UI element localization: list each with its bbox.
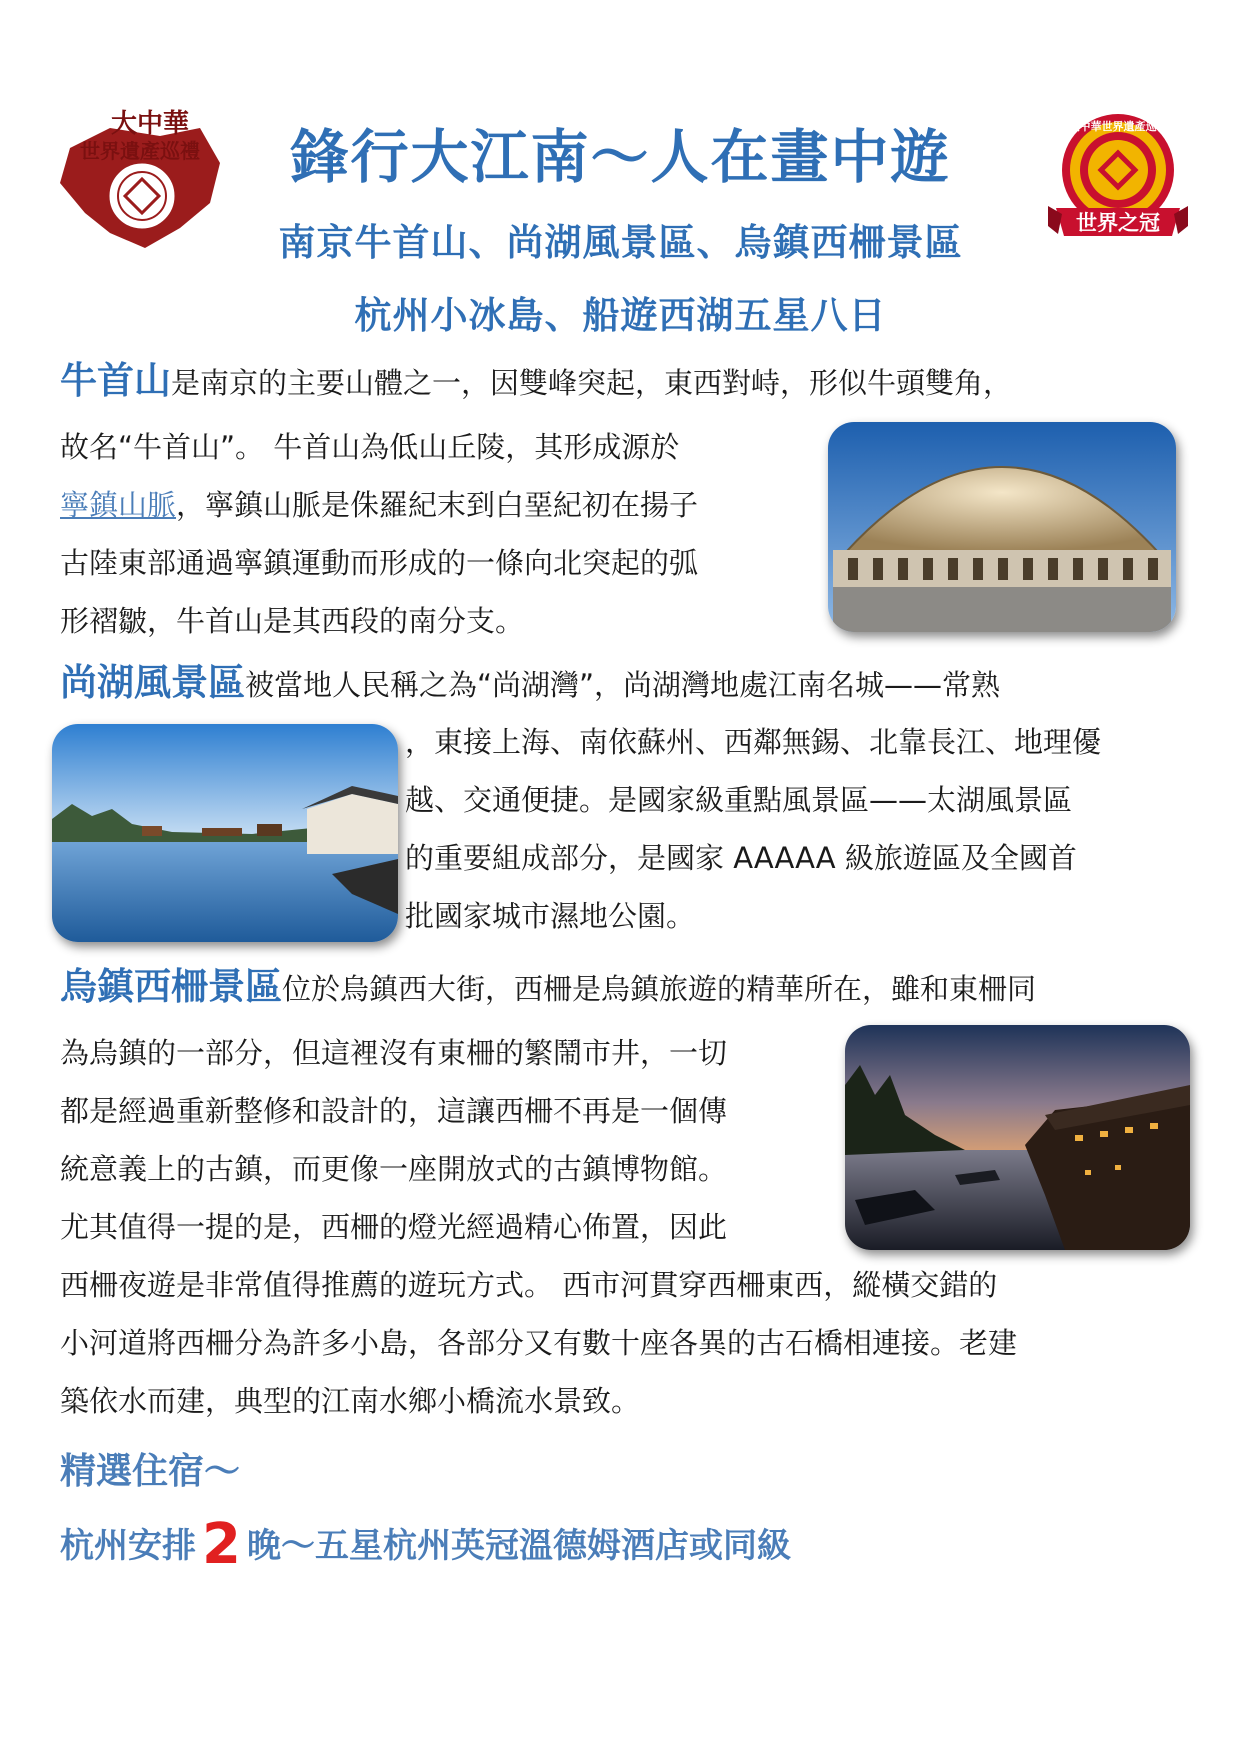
dome-photo bbox=[828, 422, 1176, 632]
logo-left-text1: 大中華 bbox=[110, 109, 190, 139]
wuzhen-line6: 西柵夜遊是非常值得推薦的遊玩方式。 西市河貫穿西柵東西，縱橫交錯的 bbox=[60, 1268, 998, 1302]
wuzhen-line8: 築依水而建，典型的江南水鄉小橋流水景致。 bbox=[60, 1384, 641, 1418]
badge-ribbon-text: 世界之冠 bbox=[1076, 210, 1160, 235]
lake-photo bbox=[52, 724, 398, 942]
niushou-line1: 是南京的主要山體之一，因雙峰突起，東西對峙，形似牛頭雙角， bbox=[171, 366, 1013, 400]
niushou-line2: 故名“牛首山”。 牛首山為低山丘陵，其形成源於 bbox=[60, 430, 680, 464]
niushou-line4: 古陸東部通過寧鎮運動而形成的一條向北突起的弧 bbox=[60, 546, 699, 580]
wuzhen-line4: 統意義上的古鎮，而更像一座開放式的古鎮博物館。 bbox=[60, 1152, 728, 1186]
wuzhen-body-left bbox=[60, 1024, 840, 1256]
shanghu-line3: 越、交通便捷。是國家級重點風景區——太湖風景區 bbox=[405, 783, 1073, 817]
shanghu-line2: ，東接上海、南依蘇州、西鄰無錫、北靠長江、地理優 bbox=[405, 725, 1102, 759]
accommodation-title: 精選住宿～ bbox=[60, 1451, 241, 1492]
niushou-line3: ，寧鎮山脈是侏羅紀末到白堊紀初在揚子 bbox=[176, 488, 699, 522]
page-subtitle-1: 南京牛首山、尚湖風景區、烏鎮西柵景區 bbox=[278, 221, 963, 264]
wuzhen-line5: 尤其值得一提的是，西柵的燈光經過精心佈置，因此 bbox=[60, 1210, 728, 1244]
wuzhen-line1-block bbox=[60, 958, 1190, 1018]
niushou-heading: 牛首山 bbox=[60, 359, 171, 402]
accommodation-line bbox=[60, 1512, 791, 1577]
shanghu-line1-block bbox=[60, 654, 1190, 714]
niushou-line5: 形褶皺，牛首山是其西段的南分支。 bbox=[60, 604, 525, 638]
shanghu-line5: 批國家城市濕地公園。 bbox=[405, 899, 696, 933]
wuzhen-heading: 烏鎮西柵景區 bbox=[60, 965, 282, 1008]
niushou-body bbox=[60, 418, 820, 650]
nights-count: 2 bbox=[202, 1512, 241, 1577]
accommodation-prefix: 杭州安排 bbox=[60, 1526, 196, 1566]
wuzhen-line7: 小河道將西柵分為許多小島，各部分又有數十座各異的古石橋相連接。老建 bbox=[60, 1326, 1018, 1360]
shanghu-line4: 的重要組成部分，是國家 AAAAA 級旅遊區及全國首 bbox=[405, 841, 1077, 875]
page-subtitle-2: 杭州小冰島、船遊西湖五星八日 bbox=[354, 294, 887, 337]
shanghu-body bbox=[405, 713, 1195, 945]
wuzhen-line1: 位於烏鎮西大街，西柵是烏鎮旅遊的精華所在，雖和東柵同 bbox=[282, 972, 1037, 1006]
shanghu-heading: 尚湖風景區 bbox=[60, 661, 245, 704]
water-town-night-photo bbox=[845, 1025, 1190, 1250]
ningzhen-mountain-link[interactable]: 寧鎮山脈 bbox=[60, 488, 177, 522]
wuzhen-body-full bbox=[60, 1256, 1190, 1430]
wuzhen-line3: 都是經過重新整修和設計的，這讓西柵不再是一個傳 bbox=[60, 1094, 728, 1128]
accommodation-suffix: 晚～五星杭州英冠溫德姆酒店或同級 bbox=[246, 1526, 791, 1566]
wuzhen-line2: 為烏鎮的一部分，但這裡沒有東柵的繁鬧市井，一切 bbox=[60, 1036, 728, 1070]
shanghu-line1: 被當地人民稱之為“尚湖灣”，尚湖灣地處江南名城——常熟 bbox=[245, 668, 1001, 702]
page-title: 鋒行大江南～人在畫中遊 bbox=[290, 123, 951, 191]
logo-left-text2: 世界遺產巡禮 bbox=[80, 139, 200, 163]
badge-ring-text: 大中華世界遺產巡禮 bbox=[1068, 120, 1168, 133]
niushou-line1-block bbox=[60, 352, 1190, 412]
